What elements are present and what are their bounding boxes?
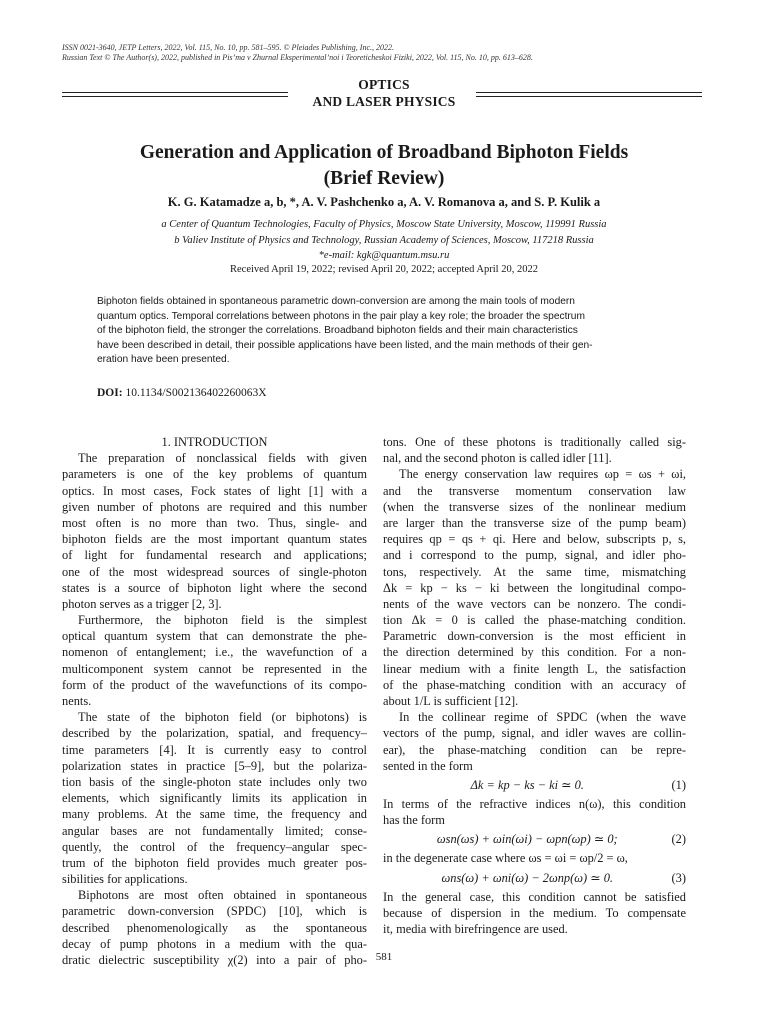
equation-body: ωns(ω) + ωni(ω) − 2ωnp(ω) ≃ 0. bbox=[441, 870, 614, 885]
page-number: 581 bbox=[375, 951, 393, 963]
body-text-line: angular bases are not fundamentally limited; conse- bbox=[62, 823, 367, 838]
body-text-line: tion Δk = 0 is called the phase-matching condition. bbox=[383, 613, 686, 628]
body-text-line: In the collinear regime of SPDC (when the wave bbox=[399, 710, 686, 725]
body-text-line: of light for fundamental research and applications; bbox=[62, 548, 367, 563]
body-text-line: Parametric down-conversion is the most efficient in bbox=[383, 629, 686, 644]
equation-number: (3) bbox=[671, 870, 686, 885]
body-text-line: multicomponent system cannot be represented in the bbox=[62, 661, 367, 676]
intro-heading: 1. INTRODUCTION bbox=[161, 435, 268, 449]
body-text-line: sented in the form bbox=[383, 758, 473, 773]
body-text-line: nomenon of entanglement; i.e., the wavefunction of a bbox=[62, 645, 367, 660]
equation-number: (2) bbox=[671, 832, 686, 847]
body-text-line: tons. One of these photons is traditionally called sig- bbox=[383, 435, 686, 449]
abstract-line: eration have been presented. bbox=[97, 354, 230, 366]
body-text-line: photon serves as a trigger [2, 3]. bbox=[62, 596, 222, 611]
body-text-line: the direction determined by this condition. For a non- bbox=[383, 645, 686, 660]
body-text-line: decay of pump photons in a medium with the qua- bbox=[62, 936, 367, 951]
body-text-line: has the form bbox=[383, 813, 445, 828]
body-text-line: quently, the control of the frequency–angular spec- bbox=[62, 839, 367, 854]
section-rule-right-top bbox=[476, 92, 702, 93]
body-text-line: form of the product of the wavefunctions of its compo- bbox=[62, 677, 367, 692]
body-text-line: Furthermore, the biphoton field is the simplest bbox=[78, 613, 367, 628]
body-text-line: linear medium with a finite length L, the satisfaction bbox=[383, 661, 686, 676]
equation-2 bbox=[383, 828, 686, 850]
equation-body: Δk = kp − ks − ki ≃ 0. bbox=[470, 777, 584, 792]
journal-header bbox=[62, 43, 702, 63]
affiliation-b: b Valiev Institute of Physics and Technology, Russian Academy of Sciences, Moscow, 117218 Russia bbox=[174, 235, 594, 246]
equation-body: ωsn(ωs) + ωin(ωi) − ωpn(ωp) ≃ 0; bbox=[436, 832, 618, 847]
body-text-line: (when the transverse sizes of the nonlinear medium bbox=[383, 499, 686, 514]
abstract-line: quantum optics. Temporal correlations between photons in the pair play a key role; the broader the spectrum bbox=[97, 310, 585, 322]
body-text-line: requires qp = qs + qi. Here and below, subscripts p, s, bbox=[383, 532, 686, 547]
left-column bbox=[62, 434, 367, 968]
body-text-line: most often is no more than two. Thus, single- and bbox=[62, 515, 367, 530]
body-text-line: it, media with birefringence are used. bbox=[383, 921, 568, 936]
body-text-line: The preparation of nonclassical fields with given bbox=[78, 451, 367, 466]
body-text-line: biphoton fields are the most important quantum states bbox=[62, 532, 367, 547]
corresponding-email: *e-mail: kgk@quantum.msu.ru bbox=[318, 250, 450, 261]
received-dates: Received April 19, 2022; revised April 20, 2022; accepted April 20, 2022 bbox=[230, 264, 538, 275]
body-text-line: In terms of the refractive indices n(ω), this condition bbox=[383, 796, 686, 811]
body-text-line: Biphotons are most often obtained in spontaneous bbox=[78, 888, 367, 903]
body-text-line: elements, which significantly limits its application in bbox=[62, 791, 367, 806]
body-text-line: described by the polarization, spatial, and frequency– bbox=[62, 726, 367, 741]
body-text-line: nents. bbox=[62, 694, 92, 708]
body-text-line: and the transverse momentum conservation law bbox=[383, 483, 686, 498]
body-text-line: The energy conservation law requires ωp = ωs + ωi, bbox=[399, 467, 686, 482]
body-text-line: nents of the wave vectors can be nonzero. The condi- bbox=[383, 596, 686, 611]
body-text-line: tons, respectively. At the same time, mismatching bbox=[383, 564, 686, 579]
body-text-line: vectors of the pump, signal, and idler waves are collin- bbox=[383, 726, 686, 741]
body-text-line: In the general case, this condition cannot be satisfied bbox=[383, 889, 686, 904]
paper-title-line1: Generation and Application of Broadband Biphoton Fields bbox=[139, 142, 629, 163]
body-text-line: one of the most widespread sources of single-photon bbox=[62, 564, 367, 579]
body-text-line: many problems. At the same time, the frequency and bbox=[62, 807, 367, 822]
abstract-line: of the biphoton field, the stronger the correlations. Broadband biphoton fields and their main characteristics bbox=[97, 325, 578, 337]
body-text-line: about 1/L is sufficient [12]. bbox=[383, 694, 519, 708]
journal-header-line2: Russian Text © The Author(s), 2022, published in Pis’ma v Zhurnal Eksperimental’noi i Teoreticheskoi Fiziki, 2022, Vol. 115, No. 10, pp. 613–628. bbox=[62, 53, 533, 62]
right-column bbox=[383, 434, 686, 937]
section-rule-left-top bbox=[62, 92, 288, 93]
body-text-line: nal, and the second photon is called idler [11]. bbox=[383, 451, 612, 466]
body-text-line: Δk = kp − ks − ki between the longitudinal compo- bbox=[383, 580, 686, 595]
body-text-line: described phenomenologically as the spontaneous bbox=[62, 920, 367, 935]
doi-link[interactable]: 10.1134/S002136402260063X bbox=[125, 387, 267, 399]
body-text-line: tion basis of the single-photon state includes only two bbox=[62, 774, 367, 789]
body-text-line: parametric down-conversion (SPDC) [10], which is bbox=[62, 904, 367, 919]
body-text-line: ear), the phase-matching condition can be repre- bbox=[383, 742, 686, 757]
doi-label: DOI: bbox=[97, 387, 123, 399]
doi-line bbox=[97, 387, 267, 399]
body-text-line: The state of the biphoton field (or biphotons) is bbox=[78, 710, 367, 725]
body-text-line: sibilities for applications. bbox=[62, 872, 188, 887]
abstract bbox=[97, 295, 649, 368]
body-text-line: parameters is one of the key problems of quantum bbox=[62, 467, 367, 482]
section-title-line2: AND LASER PHYSICS bbox=[312, 94, 456, 109]
body-text-line: polarization states in practice [5–9], but the polariza- bbox=[62, 758, 367, 773]
section-title-line1: OPTICS bbox=[358, 77, 410, 92]
author-list: K. G. Katamadze a, b, *, A. V. Pashchenko a, A. V. Romanova a, and S. P. Kulik a bbox=[167, 195, 601, 209]
body-text-line: time parameters [4]. It is currently easy to control bbox=[62, 742, 367, 757]
body-text-line: are larger than the transverse size of the pump beam) bbox=[383, 515, 686, 530]
body-text-line: in the degenerate case where ωs = ωi = ωp/2 = ω, bbox=[383, 851, 628, 866]
body-text-line: because of dispersion in the medium. To compensate bbox=[383, 905, 686, 920]
body-text-line: trum of the biphoton field provides much greater pos- bbox=[62, 855, 367, 870]
equation-1 bbox=[383, 774, 686, 796]
equation-number: (1) bbox=[671, 777, 686, 792]
equation-3 bbox=[383, 867, 686, 889]
body-text-line: and i correspond to the pump, signal, and idler pho- bbox=[383, 548, 686, 563]
body-text-line: optical quantum system that can demonstrate the phe- bbox=[62, 629, 367, 644]
body-text-line: optics. In most cases, Fock states of light [1] with a bbox=[62, 483, 367, 498]
paper-title bbox=[40, 140, 728, 192]
body-text-line: dratic dielectric susceptibility χ(2) into a pair of pho- bbox=[62, 953, 367, 967]
body-text-line: of the phase-matching condition with an accuracy of bbox=[383, 677, 686, 692]
body-text-line: given number of photons are required and this number bbox=[62, 499, 367, 514]
affiliation-a: a Center of Quantum Technologies, Faculty of Physics, Moscow State University, Moscow, 119991 Russia bbox=[161, 219, 607, 230]
paper-title-line2: (Brief Review) bbox=[323, 168, 445, 189]
abstract-line: Biphoton fields obtained in spontaneous parametric down-conversion are among the main tools of modern bbox=[97, 296, 575, 307]
abstract-line: have been described in detail, their possible applications have been listed, and the main methods of their gen- bbox=[97, 339, 593, 351]
body-text-line: states is a source of biphoton light where the second bbox=[62, 580, 367, 595]
journal-header-line1: ISSN 0021-3640, JETP Letters, 2022, Vol. 115, No. 10, pp. 581–595. © Pleiades Publishing, Inc., 2022. bbox=[62, 43, 394, 52]
